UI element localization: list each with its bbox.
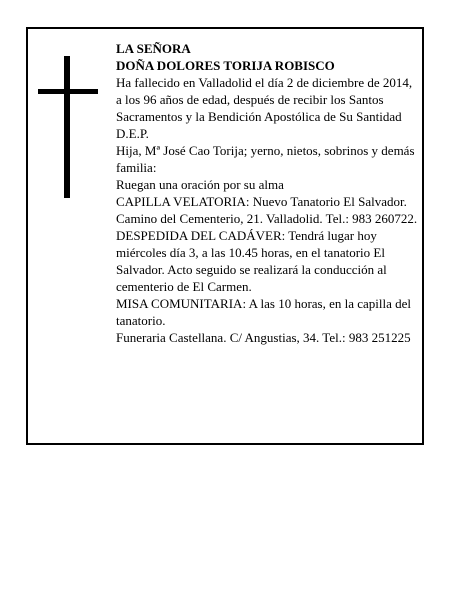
obituary-notice	[26, 27, 424, 445]
farewell-info: DESPEDIDA DEL CADÁVER: Tendrá lugar hoy miércoles día 3, a las 10.45 horas, en el tanatorio El Salvador. Acto seguido se realizará la conducción al cementerio de El Carmen.	[116, 228, 387, 294]
cross-horizontal-bar	[38, 89, 98, 94]
deceased-name: DOÑA DOLORES TORIJA ROBISCO	[116, 58, 335, 73]
prayer-request: Ruegan una oración por su alma	[116, 177, 284, 192]
mass-info: MISA COMUNITARIA: A las 10 horas, en la capilla del tanatorio.	[116, 296, 412, 328]
announcement-text: Ha fallecido en Valladolid el día 2 de diciembre de 2014, a los 96 años de edad, después de recibir los Santos Sacramentos y la Bendición Apostólica de Su Santidad	[116, 75, 413, 124]
cross-vertical-bar	[64, 56, 70, 198]
funeral-home-info: Funeraria Castellana. C/ Angustias, 34. Tel.: 983 251225	[116, 330, 411, 345]
chapel-info: CAPILLA VELATORIA: Nuevo Tanatorio El Salvador. Camino del Cementerio, 21. Valladolid. Tel.: 983 260722.	[116, 194, 418, 226]
title-line: LA SEÑORA	[116, 41, 191, 56]
notice-text-block	[116, 40, 420, 346]
family-text: Hija, Mª José Cao Torija; yerno, nietos, sobrinos y demás familia:	[116, 143, 415, 175]
rip-text: D.E.P.	[116, 126, 149, 141]
cross-icon	[38, 56, 98, 198]
